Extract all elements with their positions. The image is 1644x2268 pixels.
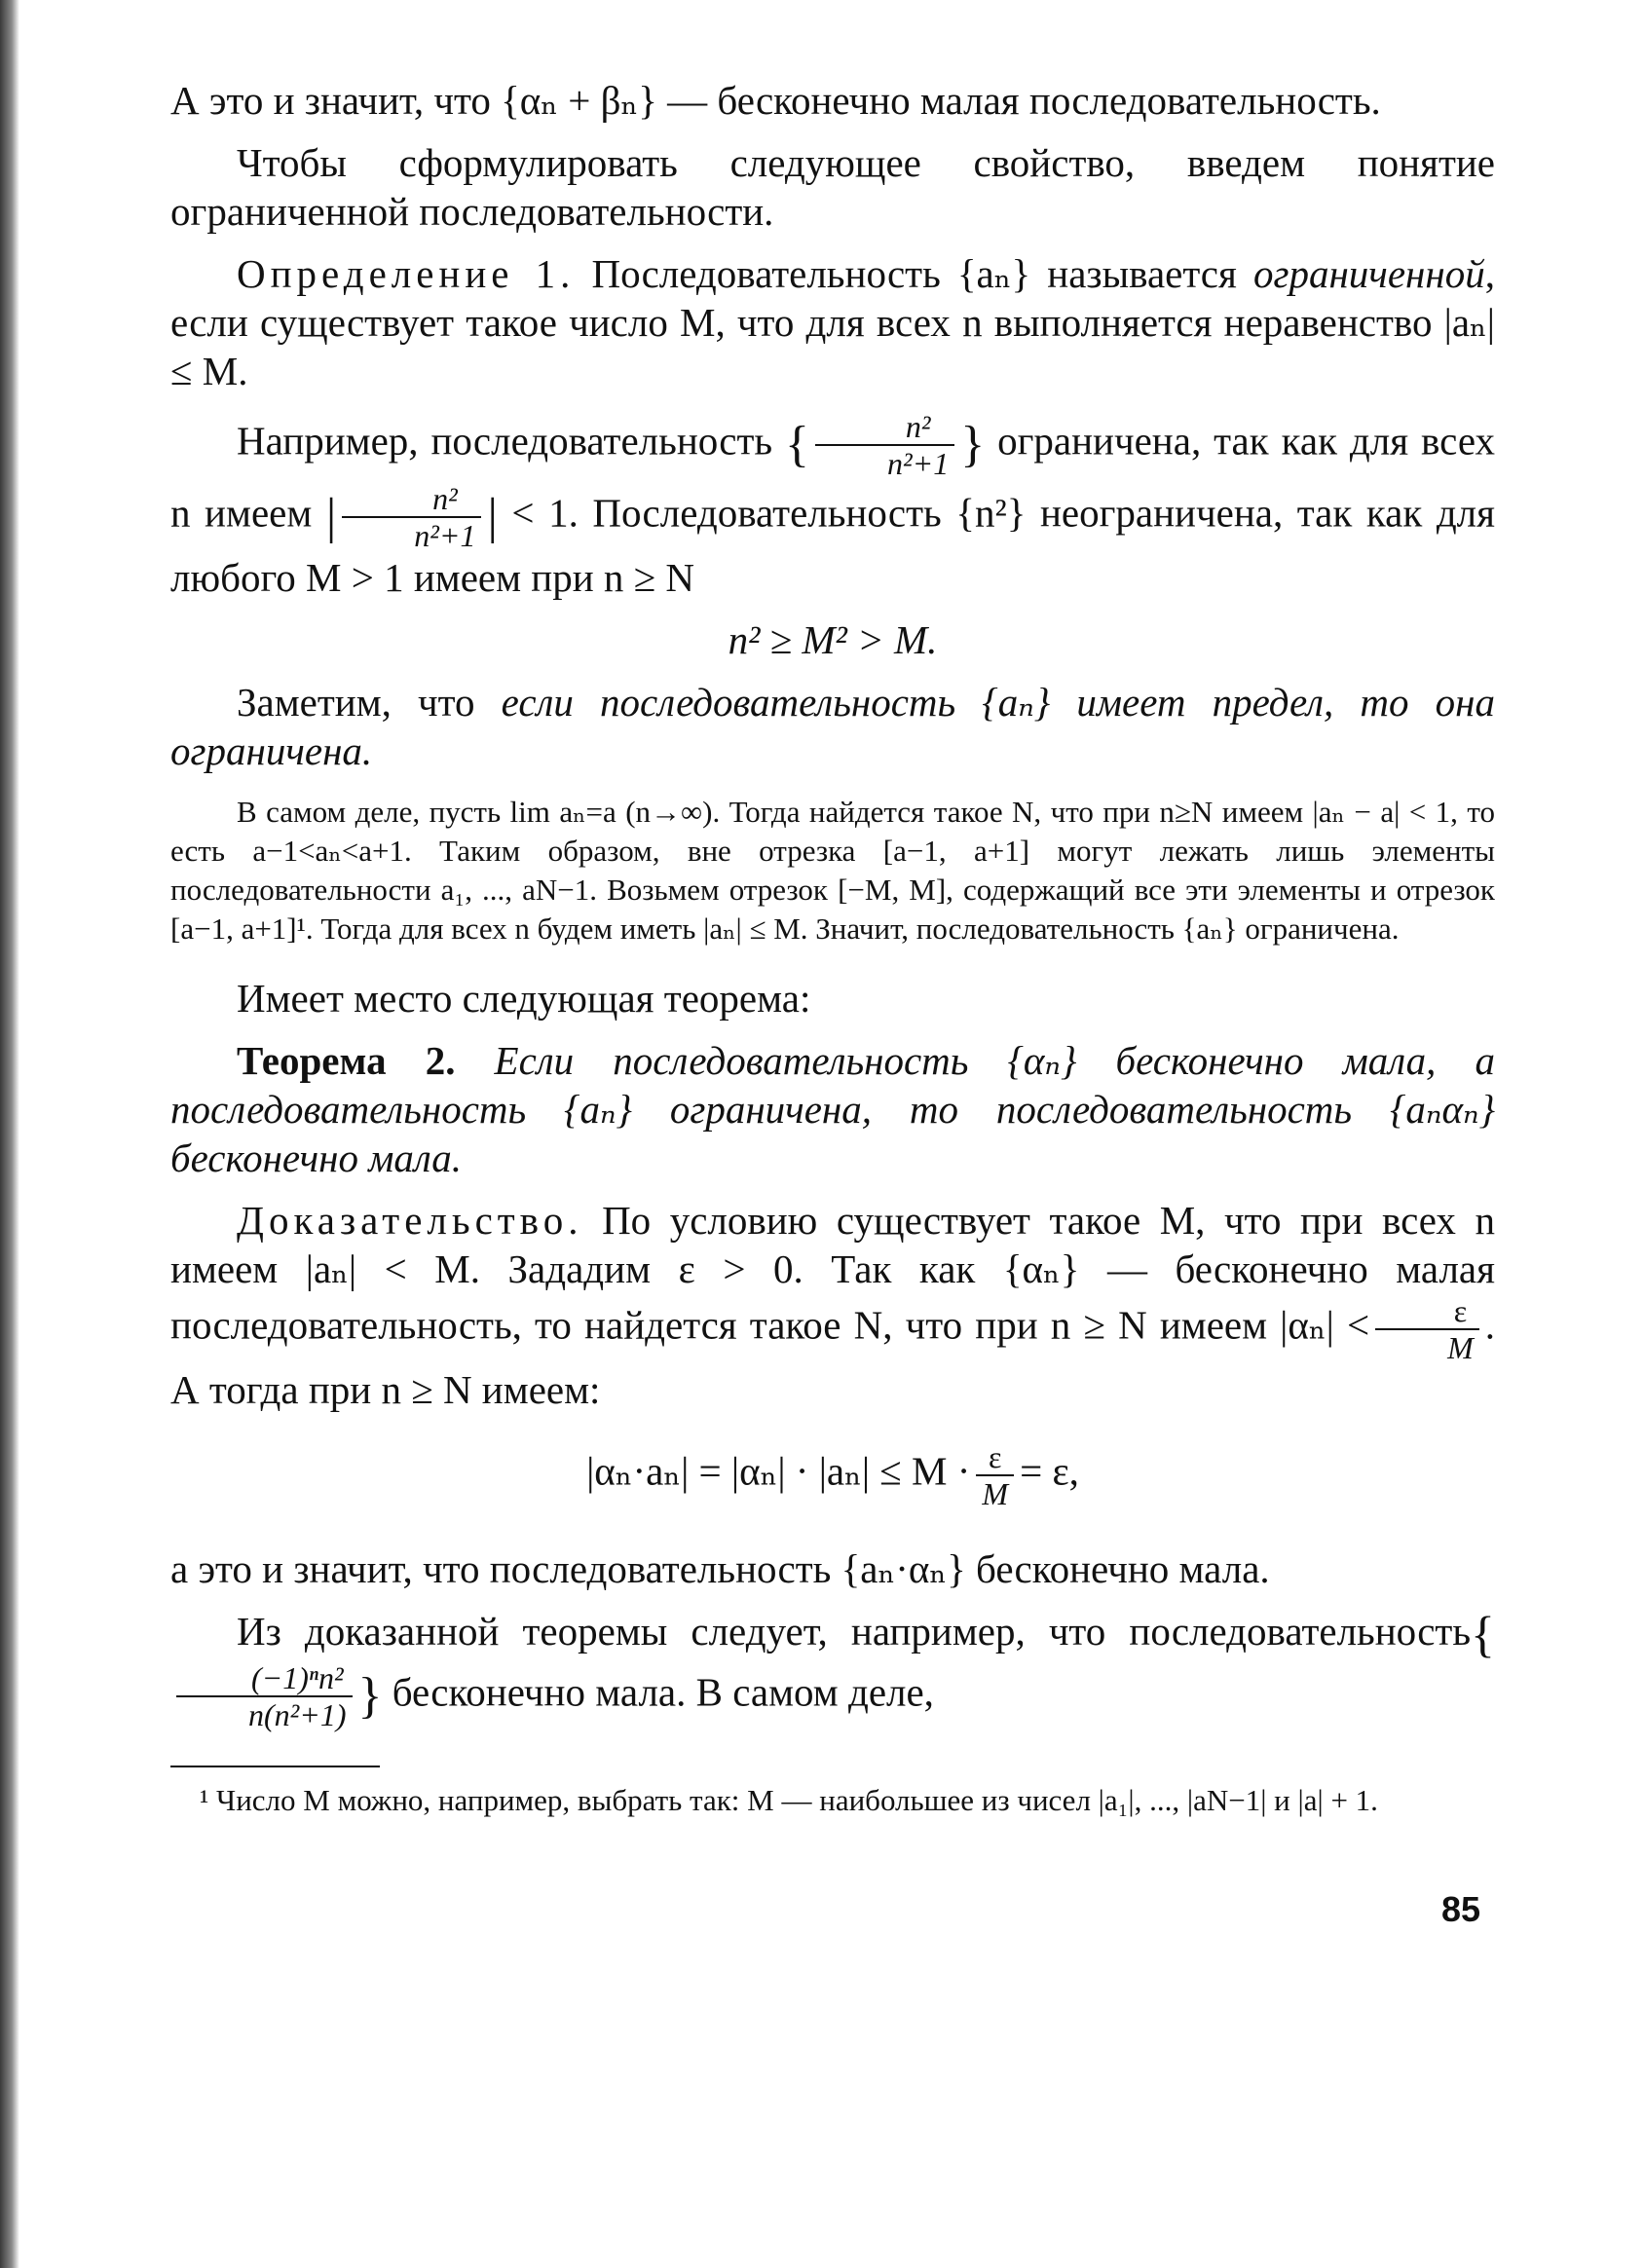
theorem-label: Теорема 2. — [237, 1038, 456, 1083]
fraction-n2-over-n2plus1: $\frac{\text{n²}}{\text{n²+1}}$ — [815, 409, 954, 481]
final-text-b: бесконечно мала. В самом деле, — [382, 1669, 934, 1714]
fraction-eps-over-M-2: $\frac{\varepsilon}{M}$ — [976, 1439, 1014, 1511]
remark-paragraph — [170, 678, 1495, 775]
example-text-c: < 1. Последовательность {n²} неограничена, так как для любого M > 1 имеем при n ≥ N — [170, 490, 1495, 600]
proof-text-a: По условию существует такое M, что при всех n имеем |aₙ| < M. Зададим ε > 0. Так как {αₙ} — бесконечно малая последовательность, то найдется такое N, что при n ≥ N имеем |αₙ| < — [170, 1198, 1495, 1348]
theorem-text: Если последовательность {αₙ} бесконечно мала, а последовательность {aₙ} ограничена, то последовательность {aₙαₙ} бесконечно мала. — [170, 1038, 1495, 1180]
page-body — [170, 76, 1495, 1820]
example-equation: n² ≥ M² > M. — [728, 617, 938, 662]
example-text-a: Например, последовательность — [237, 418, 773, 464]
proof-label: Доказательство. — [237, 1198, 583, 1243]
theorem-2 — [170, 1036, 1495, 1182]
definition-text-b: , если существует такое число M, что для всех n выполняется неравенство |aₙ| ≤ M. — [170, 251, 1495, 393]
final-paragraph: Из доказанной теоремы следует, например, что последовательность{ $\frac{\text{(−1)ⁿn²}}{\text{n(n²+1)}}$ } бесконечно мала. В самом деле, — [170, 1607, 1495, 1732]
book-spine-shadow — [0, 0, 19, 2268]
paragraph-line1: А это и значит, что {αₙ + βₙ} — бесконечно малая последовательность. — [170, 78, 1381, 123]
example-paragraph: Например, последовательность { $\frac{\text{n²}}{\text{n²+1}}$ } ограничена, так как для всех n имеем | $\frac{\text{n²}}{\text{n²+1}}$ | < 1. Последовательность {n²} неограничена, так как для любого M > 1 имеем при n ≥ N — [170, 409, 1496, 600]
footnote-divider — [170, 1766, 380, 1767]
small-proof: В самом деле, пусть lim aₙ=a (n→∞). Тогда найдется такое N, что при n≥N имеем |aₙ − a| < 1, то есть a−1<aₙ<a+1. Таким образом, вне отрезка [a−1, a+1] могут лежать лишь элементы последовательности a₁, ..., aN−1. Возьмем отрезок [−M, M], содержащий все эти элементы и отрезок [a−1, a+1]¹. Тогда для всех n будем иметь |aₙ| ≤ M. Значит, последовательность {aₙ} ограничена. — [170, 795, 1495, 946]
conclusion-paragraph: а это и значит, что последовательность {aₙ·αₙ} бесконечно мала. — [170, 1546, 1270, 1591]
remark-text: Заметим, что — [237, 680, 502, 725]
theorem-intro: Имеет место следующая теорема: — [237, 976, 811, 1021]
definition-text-a: Последовательность {aₙ} называется — [575, 251, 1253, 296]
final-text-a: Из доказанной теоремы следует, например, что последовательность — [237, 1609, 1472, 1654]
paragraph-intro: Чтобы сформулировать следующее свойство, введем понятие ограниченной последовательности. — [170, 140, 1495, 234]
definition-label: Определение 1. — [237, 251, 576, 296]
fraction-abs-n2-over-n2plus1: $\frac{\text{n²}}{\text{n²+1}}$ — [342, 481, 481, 553]
remark-italic: если последовательность {aₙ} имеет предел, то она ограничена. — [170, 680, 1495, 773]
fraction-eps-over-M: $\frac{\varepsilon}{M}$ — [1375, 1293, 1479, 1365]
page-number: 85 — [1440, 1889, 1480, 1929]
proof-paragraph — [170, 1196, 1495, 1414]
proof-equation: |αₙ·aₙ| = |αₙ| · |aₙ| ≤ M · $\frac{\varepsilon}{M}$ = ε, — [586, 1439, 1079, 1511]
fraction-final: $\frac{\text{(−1)ⁿn²}}{\text{n(n²+1)}}$ — [176, 1660, 353, 1732]
example-text-b: ограничена, так как для всех n имеем — [170, 418, 1496, 536]
proof-text-b: . А тогда при n ≥ N имеем: — [170, 1302, 1495, 1412]
definition-1 — [170, 249, 1495, 395]
footnote: ¹ Число M можно, например, выбрать так: M — наибольшее из чисел |a₁|, ..., |aN−1| и |a| + 1. — [200, 1782, 1378, 1817]
definition-term: ограниченной — [1252, 251, 1485, 296]
